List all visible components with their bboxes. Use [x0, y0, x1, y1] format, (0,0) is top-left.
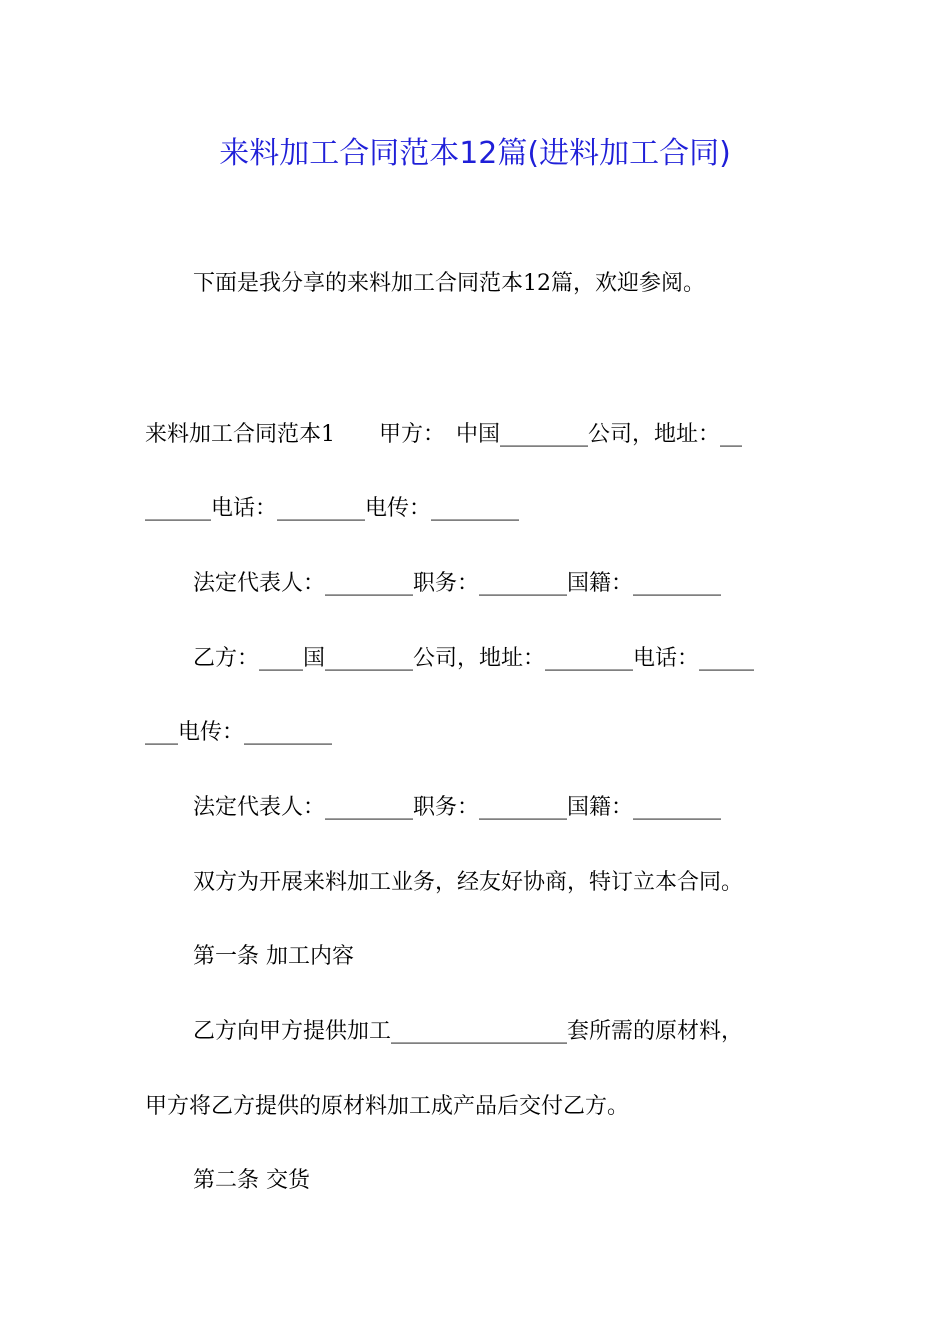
party-a-line-1: 来料加工合同范本1 甲方： 中国________公司，地址：__: [145, 422, 742, 447]
document-title: 来料加工合同范本12篇(进料加工合同): [219, 136, 731, 171]
intro-paragraph: 下面是我分享的来料加工合同范本12篇，欢迎参阅。: [193, 271, 705, 296]
agreement-statement: 双方为开展来料加工业务，经友好协商，特订立本合同。: [193, 870, 744, 895]
party-b-line-2: ___电传：________: [145, 720, 333, 745]
article-1-heading: 第一条 加工内容: [193, 944, 354, 969]
party-b-line-1: 乙方：____国________公司，地址：________电话：_____: [193, 646, 755, 671]
party-a-representative: 法定代表人：________职务：________国籍：________: [193, 571, 722, 596]
party-b-representative: 法定代表人：________职务：________国籍：________: [193, 795, 722, 820]
article-1-body-line-1: 乙方向甲方提供加工________________套所需的原材料，: [193, 1019, 744, 1044]
article-2-heading: 第二条 交货: [193, 1168, 310, 1193]
party-a-line-2: ______电话：________电传：________: [145, 496, 520, 521]
article-1-body-line-2: 甲方将乙方提供的原材料加工成产品后交付乙方。: [145, 1094, 630, 1119]
